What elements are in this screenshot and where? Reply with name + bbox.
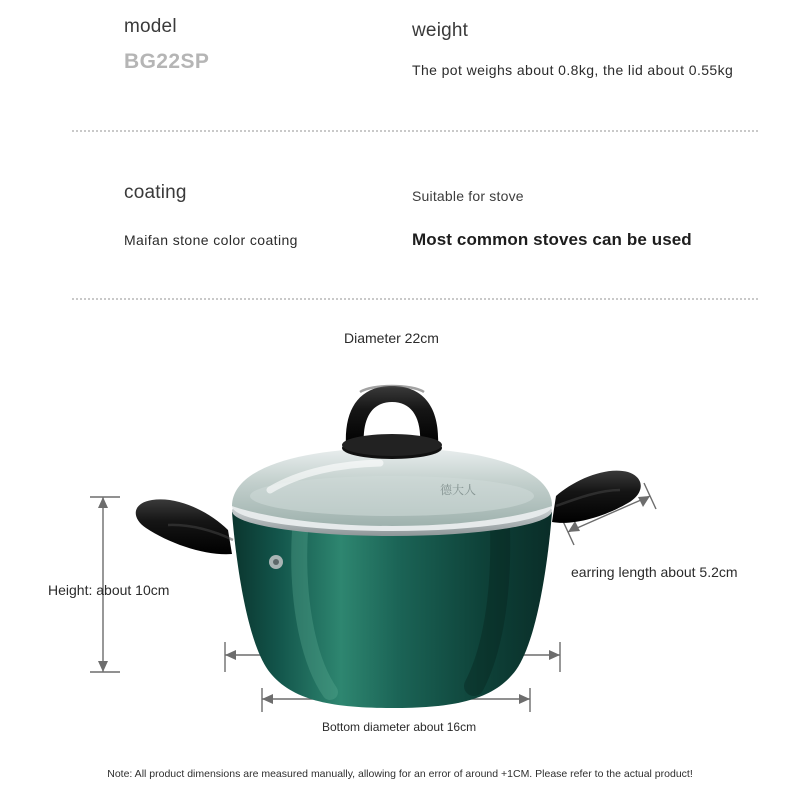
spec-label-weight: weight [412,20,469,41]
spec-stove-group [412,188,692,250]
pot-right-handle [552,471,641,523]
spec-label-model: model [124,16,177,37]
spec-weight-group [412,20,733,78]
spec-label-coating: coating [124,182,187,203]
spec-value-model: BG22SP [124,50,210,73]
bottom-diameter-label: Bottom diameter about 16cm [322,720,477,734]
diameter-label: Diameter 22cm [344,330,439,346]
divider-1 [72,130,758,132]
brand-mark-text: 德大人 [440,483,477,497]
pot-left-handle [136,499,233,554]
spec-value-stove: Most common stoves can be used [412,230,692,249]
spec-value-weight: The pot weighs about 0.8kg, the lid about 0.55kg [412,62,734,78]
spec-value-coating: Maifan stone color coating [124,232,298,248]
product-figure [0,300,800,770]
measurement-note: Note: All product dimensions are measured manually, allowing for an error of around +1CM. Please refer to the actual product! [107,768,693,780]
pot-illustration [0,300,800,770]
spec-model-group [124,16,209,74]
spec-coating-group [124,182,298,248]
ear-length-label: earring length about 5.2cm [571,564,738,580]
height-label: Height: about 10cm [48,582,170,598]
lid-knob-handle [342,386,442,459]
spec-label-stove: Suitable for stove [412,188,524,204]
